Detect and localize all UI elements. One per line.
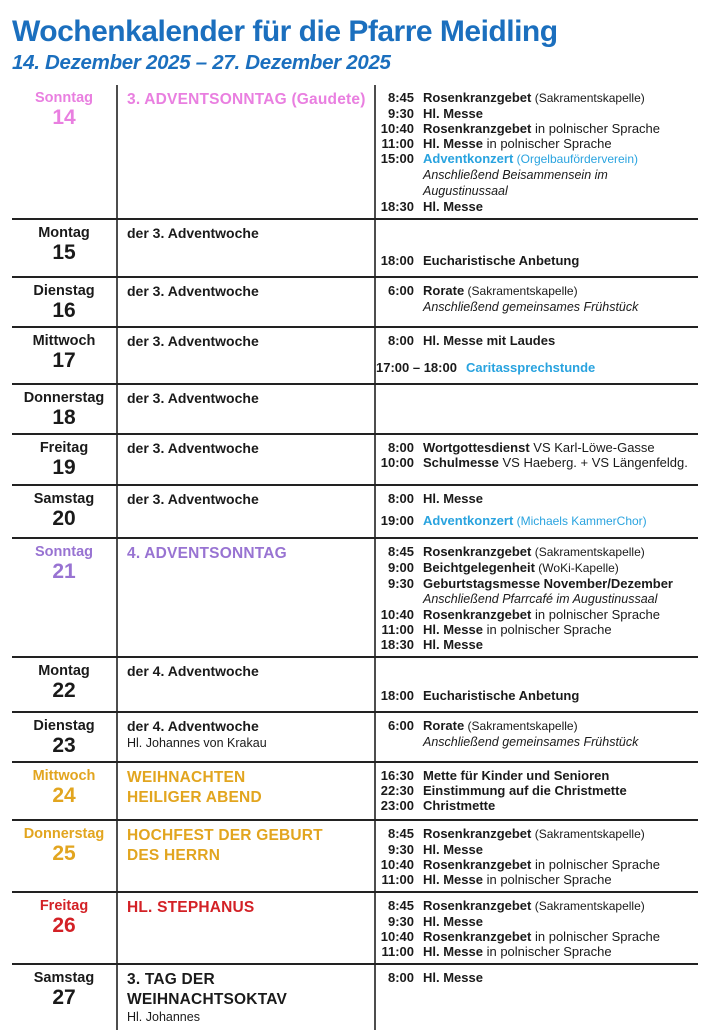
event-text-segment: (Sakramentskapelle): [531, 827, 645, 841]
event-text-segment: in polnischer Sprache: [482, 944, 612, 959]
day-number: 20: [52, 507, 76, 530]
event-text-segment: Hl. Messe: [423, 872, 483, 887]
event-line: [376, 798, 694, 813]
day-number: 22: [52, 679, 76, 702]
event-line: [376, 898, 694, 914]
event-text-segment: Hl. Messe mit Laudes: [423, 333, 556, 348]
event-text-segment: Hl. Messe: [423, 491, 483, 506]
feast-title: HEILIGER ABEND: [127, 789, 262, 807]
event-time: [376, 167, 414, 199]
event-text-segment: Hl. Messe: [423, 106, 483, 121]
event-text-segment: in polnischer Sprache: [482, 872, 612, 887]
day-label: Samstag: [33, 491, 95, 507]
event-text-segment: (Michaels KammerChor): [513, 514, 647, 528]
event-text-segment: Mette für Kinder und Senioren: [423, 768, 610, 783]
description-cell: [118, 220, 376, 276]
event-text-segment: Hl. Messe: [423, 842, 483, 857]
description-cell: [118, 539, 376, 656]
date-range: 14. Dezember 2025 – 27. Dezember 2025: [12, 51, 391, 74]
event-text: [423, 798, 495, 813]
day-cell: [12, 763, 118, 819]
day-label: Dienstag: [33, 718, 95, 734]
event-text: [423, 440, 655, 455]
event-time: 15:00: [380, 151, 414, 166]
event-text-segment: Rorate: [423, 718, 465, 733]
event-text-segment: Eucharistische Anbetung: [423, 688, 580, 703]
event-line: [376, 768, 694, 783]
description-cell: [118, 763, 376, 819]
event-text-segment: in polnischer Sprache: [531, 857, 661, 872]
event-line: [376, 360, 694, 375]
week-label: der 4. Adventwoche: [127, 663, 259, 679]
event-time: 9:30: [387, 106, 414, 121]
calendar-row: [12, 713, 698, 763]
events-cell: [376, 763, 698, 819]
calendar-row: [12, 539, 698, 658]
event-text-segment: Hl. Messe: [423, 914, 483, 929]
event-text: [423, 121, 660, 136]
event-line: [376, 914, 694, 929]
events-cell: [376, 658, 698, 711]
day-label: Donnerstag: [23, 826, 105, 842]
day-label: Montag: [38, 225, 90, 241]
event-line: [376, 688, 694, 703]
day-label: Dienstag: [33, 283, 95, 299]
event-line: [376, 718, 694, 734]
event-text-segment: Anschließend Beisammensein im Augustinussaal: [423, 168, 608, 198]
description-cell: [118, 435, 376, 484]
events-cell: [376, 435, 698, 484]
event-time: 8:00: [387, 333, 414, 348]
day-cell: [12, 220, 118, 276]
event-line: [376, 333, 694, 348]
description-cell: [118, 385, 376, 433]
calendar-row: [12, 385, 698, 435]
description-cell: [118, 486, 376, 537]
feast-title: WEIHNACHTEN: [127, 769, 246, 786]
event-time: 10:40: [380, 929, 414, 944]
description-cell: [118, 328, 376, 383]
event-text: [423, 783, 627, 798]
event-line: [376, 121, 694, 136]
event-time: [376, 299, 414, 315]
day-number: 26: [52, 914, 76, 937]
event-time: 10:40: [380, 607, 414, 622]
event-line: [376, 734, 694, 750]
event-time: 9:30: [387, 576, 414, 591]
event-line: [376, 136, 694, 151]
event-text-segment: (Sakramentskapelle): [531, 91, 645, 105]
document-title: Wochenkalender für die Pfarre Meidling: [12, 15, 558, 48]
events-cell: [376, 385, 698, 433]
event-text: [423, 455, 688, 470]
event-time: 23:00: [380, 798, 414, 813]
event-text: [423, 607, 660, 622]
events-cell: [376, 328, 698, 383]
event-time: 8:45: [387, 898, 414, 913]
feast-title: HOCHFEST DER GEBURT: [127, 827, 323, 844]
event-time: 17:00 – 18:00: [376, 360, 457, 375]
event-text: [423, 299, 638, 315]
event-text-segment: Anschließend gemeinsames Frühstück: [423, 300, 639, 314]
event-text: [423, 491, 483, 506]
day-number: 18: [52, 406, 76, 429]
day-cell: [12, 658, 118, 711]
day-cell: [12, 435, 118, 484]
description-cell: [118, 821, 376, 891]
event-line: [376, 513, 694, 529]
event-text-segment: Hl. Messe: [423, 199, 483, 214]
event-line: [376, 90, 694, 106]
day-number: 24: [52, 784, 76, 807]
event-line: [376, 783, 694, 798]
event-text-segment: Adventkonzert: [423, 151, 514, 166]
event-text: [423, 872, 612, 887]
event-time: 11:00: [381, 136, 414, 151]
event-line: [376, 857, 694, 872]
event-line: [376, 455, 694, 470]
event-time: 10:40: [380, 857, 414, 872]
event-text-segment: Rosenkranzgebet: [423, 607, 532, 622]
event-time: 8:45: [387, 90, 414, 105]
event-text-segment: Hl. Messe: [423, 136, 483, 151]
event-text-segment: Schulmesse: [423, 455, 499, 470]
calendar-row: [12, 435, 698, 486]
day-cell: [12, 486, 118, 537]
description-cell: [118, 278, 376, 326]
event-text-segment: Rosenkranzgebet: [423, 121, 532, 136]
calendar-row: [12, 965, 698, 1030]
event-time: 10:40: [380, 121, 414, 136]
event-line: [376, 253, 694, 268]
event-text: [423, 970, 483, 985]
event-text-segment: (Sakramentskapelle): [464, 719, 578, 733]
event-line: [376, 151, 694, 167]
feast-title: 3. ADVENTSONNTAG (Gaudete): [127, 91, 366, 108]
day-label: Freitag: [39, 898, 89, 914]
event-line: [376, 167, 694, 199]
event-text-segment: Hl. Messe: [423, 637, 483, 652]
event-text-segment: Rosenkranzgebet: [423, 544, 532, 559]
event-time: 18:30: [380, 637, 414, 652]
event-text: [423, 199, 483, 214]
event-time: [376, 591, 414, 607]
event-text-segment: Hl. Messe: [423, 944, 483, 959]
saint-label: Hl. Johannes von Krakau: [127, 735, 267, 750]
event-text: [423, 333, 555, 348]
event-time: 9:00: [387, 560, 414, 575]
day-cell: [12, 713, 118, 761]
event-time: 8:00: [387, 440, 414, 455]
day-label: Samstag: [33, 970, 95, 986]
event-text-segment: VS Haeberg. + VS Längenfeldg.: [498, 455, 688, 470]
event-text-segment: in polnischer Sprache: [482, 136, 612, 151]
event-time: 18:00: [380, 688, 414, 703]
calendar-row: [12, 328, 698, 385]
event-text-segment: Eucharistische Anbetung: [423, 253, 580, 268]
events-cell: [376, 821, 698, 891]
event-text: [423, 718, 578, 734]
event-line: [376, 283, 694, 299]
event-text: [423, 253, 579, 268]
event-text-segment: (Sakramentskapelle): [531, 545, 645, 559]
events-cell: [376, 539, 698, 656]
week-label: der 3. Adventwoche: [127, 283, 259, 299]
day-number: 25: [52, 842, 76, 865]
event-text: [423, 768, 609, 783]
week-label: der 3. Adventwoche: [127, 333, 259, 349]
description-cell: [118, 85, 376, 218]
day-cell: [12, 965, 118, 1030]
event-text-segment: Hl. Messe: [423, 970, 483, 985]
event-time: 11:00: [381, 944, 414, 959]
event-text-segment: VS Karl-Löwe-Gasse: [529, 440, 655, 455]
event-line: [376, 576, 694, 591]
event-text-segment: Beichtgelegenheit: [423, 560, 535, 575]
day-number: 16: [52, 299, 76, 322]
event-text-segment: (Sakramentskapelle): [464, 284, 578, 298]
event-time: 18:00: [380, 253, 414, 268]
event-text-segment: Einstimmung auf die Christmette: [423, 783, 627, 798]
day-cell: [12, 893, 118, 963]
event-text-segment: Christmette: [423, 798, 496, 813]
event-text-segment: Rorate: [423, 283, 465, 298]
event-text-segment: Rosenkranzgebet: [423, 929, 532, 944]
week-label: der 3. Adventwoche: [127, 390, 259, 406]
event-text: [466, 360, 595, 375]
day-number: 23: [52, 734, 76, 757]
event-text: [423, 826, 645, 842]
calendar-row: [12, 85, 698, 220]
event-text: [423, 167, 694, 199]
event-text: [423, 591, 657, 607]
event-text-segment: Caritassprechstunde: [465, 360, 596, 375]
event-time: 11:00: [381, 872, 414, 887]
event-text: [423, 106, 483, 121]
day-number: 19: [52, 456, 76, 479]
events-cell: [376, 893, 698, 963]
day-number: 17: [52, 349, 76, 372]
event-time: 18:30: [380, 199, 414, 214]
day-cell: [12, 821, 118, 891]
event-text-segment: Adventkonzert: [423, 513, 514, 528]
event-time: [376, 734, 414, 750]
day-cell: [12, 278, 118, 326]
day-label: Donnerstag: [23, 390, 105, 406]
week-label: der 3. Adventwoche: [127, 225, 259, 241]
day-number: 14: [52, 106, 76, 129]
event-text-segment: Geburtstagsmesse November/Dezember: [423, 576, 673, 591]
feast-title: 3. TAG DER WEIHNACHTSOKTAV: [127, 971, 287, 1009]
event-text: [423, 151, 638, 167]
event-line: [376, 622, 694, 637]
event-line: [376, 491, 694, 506]
description-cell: [118, 965, 376, 1030]
event-text: [423, 898, 645, 914]
event-time: 8:00: [387, 970, 414, 985]
event-line: [376, 637, 694, 652]
event-text-segment: (Orgelbauförderverein): [513, 152, 639, 166]
event-line: [376, 872, 694, 887]
day-cell: [12, 85, 118, 218]
day-number: 21: [52, 560, 76, 583]
day-label: Sonntag: [35, 90, 93, 106]
week-label: der 3. Adventwoche: [127, 491, 259, 507]
event-text-segment: (WoKi-Kapelle): [534, 561, 619, 575]
event-time: 8:00: [387, 491, 414, 506]
event-line: [376, 842, 694, 857]
event-time: 9:30: [387, 914, 414, 929]
event-text-segment: Rosenkranzgebet: [423, 826, 532, 841]
event-text: [423, 576, 673, 591]
event-time: 9:30: [387, 842, 414, 857]
event-text-segment: in polnischer Sprache: [482, 622, 612, 637]
event-time: 16:30: [380, 768, 414, 783]
event-time: 22:30: [380, 783, 414, 798]
day-label: Montag: [38, 663, 90, 679]
week-label: der 4. Adventwoche: [127, 718, 259, 734]
event-text-segment: Hl. Messe: [423, 622, 483, 637]
event-text: [423, 857, 660, 872]
event-text: [423, 136, 612, 151]
event-line: [376, 299, 694, 315]
event-text-segment: Anschließend gemeinsames Frühstück: [423, 735, 639, 749]
day-cell: [12, 328, 118, 383]
event-text-segment: in polnischer Sprache: [531, 121, 661, 136]
description-cell: [118, 893, 376, 963]
events-cell: [376, 85, 698, 218]
day-number: 27: [52, 986, 76, 1009]
event-text: [423, 283, 578, 299]
event-line: [376, 826, 694, 842]
events-cell: [376, 713, 698, 761]
description-cell: [118, 658, 376, 711]
calendar-table: [12, 85, 698, 1030]
events-cell: [376, 278, 698, 326]
event-line: [376, 970, 694, 985]
week-label: der 3. Adventwoche: [127, 440, 259, 456]
event-text: [423, 842, 483, 857]
day-label: Freitag: [39, 440, 89, 456]
event-text-segment: in polnischer Sprache: [531, 929, 661, 944]
event-time: 6:00: [387, 718, 414, 733]
event-text: [423, 944, 612, 959]
event-text: [423, 622, 612, 637]
event-line: [376, 944, 694, 959]
day-label: Sonntag: [35, 544, 93, 560]
saint-label: Hl. Johannes: [127, 1010, 200, 1025]
event-time: 8:45: [387, 544, 414, 559]
event-time: 8:45: [387, 826, 414, 841]
event-line: [376, 199, 694, 214]
event-text: [423, 734, 638, 750]
event-text: [423, 914, 483, 929]
event-time: 6:00: [387, 283, 414, 298]
event-line: [376, 560, 694, 576]
calendar-row: [12, 486, 698, 539]
events-cell: [376, 220, 698, 276]
description-cell: [118, 713, 376, 761]
event-line: [376, 544, 694, 560]
event-text-segment: Rosenkranzgebet: [423, 898, 532, 913]
day-label: Mittwoch: [32, 768, 96, 784]
calendar-row: [12, 821, 698, 893]
event-line: [376, 929, 694, 944]
event-line: [376, 440, 694, 455]
document-header: [12, 15, 697, 75]
calendar-row: [12, 763, 698, 821]
event-text-segment: Wortgottesdienst: [423, 440, 530, 455]
event-text: [423, 560, 619, 576]
event-text-segment: Rosenkranzgebet: [423, 90, 532, 105]
day-number: 15: [52, 241, 76, 264]
event-text-segment: (Sakramentskapelle): [531, 899, 645, 913]
day-cell: [12, 385, 118, 433]
events-cell: [376, 965, 698, 1030]
event-text: [423, 544, 645, 560]
calendar-row: [12, 220, 698, 278]
event-text-segment: Rosenkranzgebet: [423, 857, 532, 872]
calendar-row: [12, 278, 698, 328]
event-time: 19:00: [380, 513, 414, 528]
event-time: 11:00: [381, 622, 414, 637]
day-cell: [12, 539, 118, 656]
event-text: [423, 929, 660, 944]
event-text-segment: in polnischer Sprache: [531, 607, 661, 622]
calendar-row: [12, 658, 698, 713]
day-label: Mittwoch: [32, 333, 96, 349]
event-text: [423, 637, 483, 652]
feast-title: HL. STEPHANUS: [127, 899, 255, 916]
event-line: [376, 607, 694, 622]
event-text: [423, 90, 645, 106]
event-text-segment: Anschließend Pfarrcafé im Augustinussaal: [423, 592, 658, 606]
feast-title: DES HERRN: [127, 847, 221, 865]
event-time: 10:00: [380, 455, 414, 470]
events-cell: [376, 486, 698, 537]
event-text: [423, 513, 647, 529]
feast-title: 4. ADVENTSONNTAG: [127, 545, 287, 562]
event-text: [423, 688, 579, 703]
calendar-row: [12, 893, 698, 965]
event-line: [376, 591, 694, 607]
event-line: [376, 106, 694, 121]
